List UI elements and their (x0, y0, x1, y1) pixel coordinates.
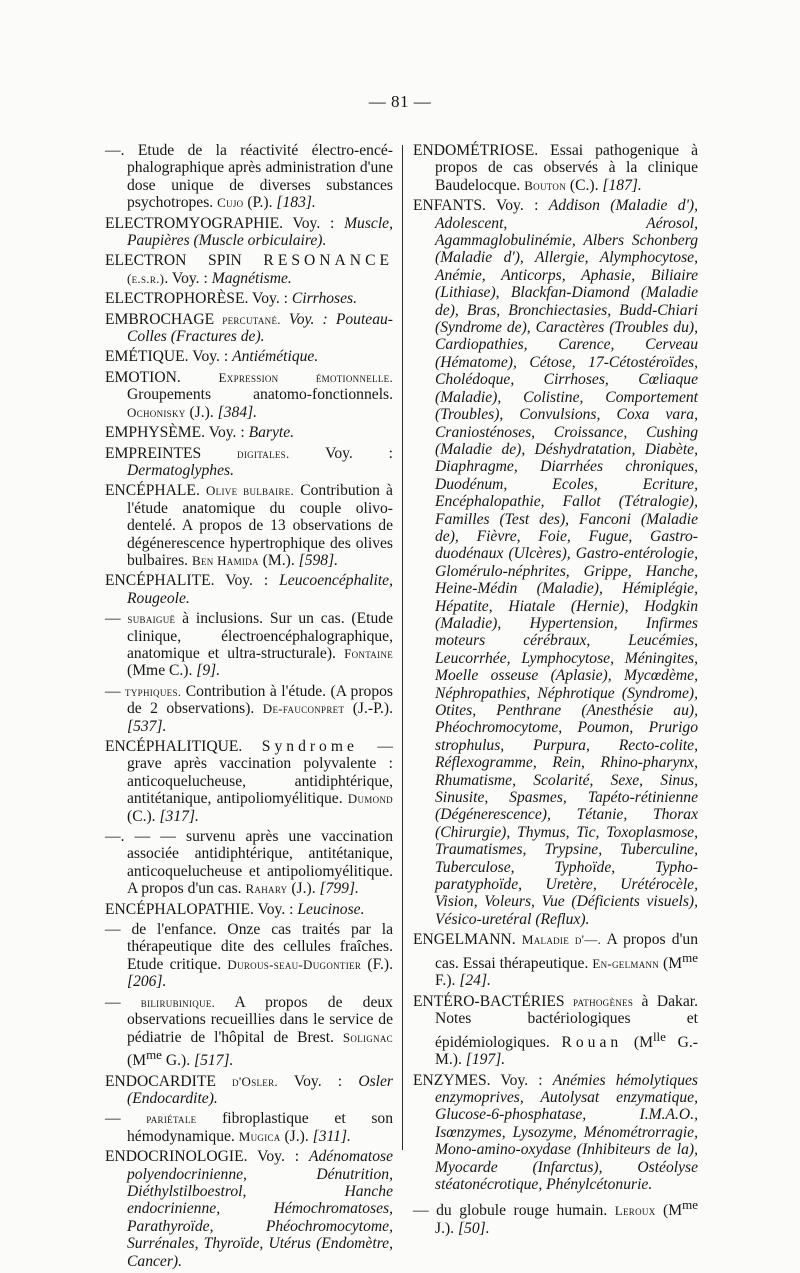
index-entry (105, 142, 393, 212)
entry-text: Baryte. (248, 424, 295, 442)
entry-text: — de l'enfance. Onze cas traités par la thérapeutique dite des cellules fraîches. Etude critique. (105, 921, 393, 973)
index-entry (105, 683, 393, 735)
index-entry (105, 1110, 393, 1145)
entry-text: (C.). (566, 176, 603, 194)
index-entry (105, 482, 393, 569)
entry-text: G.-M.). (435, 1033, 698, 1069)
index-entry (413, 142, 698, 194)
entry-text: ENDOCRINOLOGIE. Voy. : (105, 1148, 309, 1166)
entry-text: percutané. (222, 311, 281, 327)
column-divider (402, 145, 403, 1150)
entry-text: Adénomatose polyendocrinienne, Dénutrition, Diéthylstilboestrol, Hanche endocrinienne, Hémochromatoses, Parathyroïde, Phéochromocytome, Surrénales, Thyroïde, Utérus (Endomètre, Cancer). (127, 1148, 393, 1270)
entry-text: bilirubinique. (140, 994, 216, 1010)
entry-text: Ben Hamida (191, 552, 259, 568)
entry-text: ENDOMÉTRIOSE. Essai pathogenique à propos de cas observés à la clinique Baudelocque. (413, 142, 698, 194)
entry-text: (M (127, 1052, 147, 1070)
entry-text: — (105, 1110, 147, 1128)
entry-text: Leucoencéphalite, Rougeole. (127, 572, 393, 607)
entry-text: Fontaine (344, 645, 393, 661)
entry-text: Solignac (342, 1029, 393, 1045)
entry-text: Syndrome (261, 738, 358, 755)
entry-text: De-fauconpret (262, 701, 345, 717)
entry-text: ENCÉPHALOPATHIE. Voy. : (105, 900, 298, 918)
index-entry (105, 369, 393, 421)
entry-text: [183]. (276, 194, 316, 212)
index-entry (105, 290, 393, 307)
index-entry (105, 1148, 393, 1270)
entry-text: [317]. (159, 807, 199, 825)
entry-text: [384]. (217, 403, 258, 421)
entry-text: — grave après vaccination polyvalente : anticoquelucheuse, antidiphtérique, antitétanique, antipoliomyélitique. (127, 738, 393, 808)
entry-text: pathogènes (572, 993, 634, 1009)
entry-text (281, 311, 289, 328)
index-entry (413, 993, 698, 1069)
entry-text: [9]. (196, 662, 221, 680)
index-entry (105, 572, 393, 607)
entry-text: (F.). (361, 955, 393, 973)
entry-text: ENCÉPHALE. (105, 482, 206, 500)
index-entry (105, 828, 393, 898)
entry-text: (e.s.r.) (127, 270, 165, 286)
index-entry (105, 994, 393, 1070)
entry-text: F.). (435, 972, 460, 990)
entry-text: Voy. : Pouteau-Colles (Fractures de). (127, 310, 393, 346)
entry-text: [187]. (602, 176, 642, 194)
entry-text: Dumond (347, 791, 393, 807)
entry-text: Leucinose. (297, 900, 365, 918)
entry-text: Osler (Endocardite). (127, 1072, 393, 1107)
entry-text: A propos d'un cas. Essai thérapeutique. (435, 931, 698, 972)
entry-text: Addison (Maladie d'), Adolescent, Aérosol, Agammaglobulinémie, Albers Schonberg (Maladie d'), Allergie, Alymphocytose, Anémie, Anticorps, Aphasie, Biliaire (Lithiase), Blackfan-Diamond (Maladie de), Bras, Bronchiectasies, Budd-Chiari (Syndrome de), Caractères (Troubles du), Cardiopathies, Carence, Cerveau (Hématome), Cétose, 17-Cétostéroïdes, Cholédoque, Cirrhoses, Cœliaque (Maladie), Colistine, Comportement (Troubles), Convulsions, Coxa vara, Craniosténoses, Croissance, Cushing (Maladie de), Déshydratation, Diabète, Diaphragme, Diarrhées chroniques, Duodénum, Ecoles, Ecriture, Encéphalopathie, Fallot (Tétralogie), Familles (Test des), Fanconi (Maladie de), Fièvre, Foie, Fugue, Gastro-duodénaux (Ulcères), Gastro-entérologie, Glomérulo-néphrites, Grippe, Hanche, Heine-Médin (Maladie), Hémiplégie, Hépatite, Hiatale (Hernie), Hodgkin (Maladie), Hypertension, Infirmes moteurs cérébraux, Leucémies, Leucorrhée, Lymphocytose, Méningites, Moelle osseuse (Aplasie), Mycœdème, Néphropathies, Néphrotique (Syndrome), Otites, Penthrane (Anesthésie au), Phéochromocytome, Poumon, Prurigo strophulus, Purpura, Recto-colite, Réflexogramme, Rein, Rhino-pharynx, Rhumatisme, Scolarité, Sexe, Sinus, Sinusite, Spasmes, Tapéto-rétinienne (Dégénerescence), Tétanie, Thorax (Chirurgie), Thymus, Tic, Toxoplasmose, Traumatismes, Trypsine, Tuberculine, Tuberculose, Typhoïde, Typho-paratyphoïde, Uretère, Urétérocèle, Vision, Voleurs, Vue (Déficients visuels), Vésico-uretéral (Reflux). (435, 197, 698, 928)
entry-text: (P.). (243, 194, 277, 212)
index-entry (413, 1196, 698, 1237)
entry-text: à inclusions. Sur un cas. (Etude clinique, électroencéphalographique, anatomique et ultra-structurale). (127, 610, 393, 662)
entry-text: ENZYMES. Voy. : (413, 1071, 553, 1089)
entry-text: ENFANTS. Voy. : (413, 197, 549, 215)
index-entry (105, 348, 393, 365)
entry-text: Expression émotionnelle. (218, 369, 393, 385)
entry-text: Mugica (238, 1128, 281, 1144)
entry-text: typhiques. (125, 683, 182, 699)
entry-text: EMBROCHAGE (105, 310, 223, 328)
entry-text: (J.). (287, 880, 320, 898)
entry-text: — du globule rouge humain. (413, 1202, 615, 1220)
page-number: — 81 — (368, 92, 432, 111)
entry-text: J.). (435, 1219, 458, 1237)
entry-text: — (105, 682, 126, 700)
entry-text: Rouan (561, 1033, 623, 1051)
entry-text: Anémies hémolytiques enzymoprives, Autolysat enzymatique, Glucose-6-phosphatase, I.M.A.O., Isœnzymes, Lysozyme, Ménométrorragie, Mono-amino-oxydase (Inhibiteurs de la), Myocarde (Infarctus), Ostéolyse stéatonécrotique, Phénylcétonurie. (435, 1071, 698, 1193)
entry-text: (M.). (258, 551, 299, 569)
right-column (413, 142, 698, 1240)
index-entry (105, 215, 393, 250)
entry-text: Contribution à l'étude. (A propos de 2 observations). (127, 682, 393, 718)
index-entry (105, 738, 393, 825)
entry-text: Groupements anatomo-fonctionnels. (127, 386, 393, 404)
entry-text: Maladie d'—. (521, 932, 602, 948)
entry-text: ELECTROMYOGRAPHIE. Voy. : (105, 214, 345, 232)
entry-text: Voy. : (289, 444, 393, 462)
index-entry (413, 1072, 698, 1194)
entry-text: EMOTION. (105, 368, 219, 386)
index-entry (105, 921, 393, 991)
entry-text: Olive bulbaire. (205, 483, 295, 499)
entry-text: ENDOCARDITE (105, 1072, 233, 1090)
entry-text: ELECTRON SPIN (105, 252, 264, 270)
entry-text: [517]. (194, 1052, 234, 1070)
entry-text: Antiémétique. (232, 348, 319, 366)
entry-text: EMPHYSÈME. Voy. : (105, 424, 249, 442)
entry-text: (J.). (185, 403, 218, 421)
index-entry (105, 901, 393, 918)
entry-text: (J.). (280, 1127, 313, 1145)
entry-text: —. Etude de la réactivité électro-encé-phalographique après administration d'une dose unique de diverses substances psychotropes. (105, 142, 393, 212)
entry-text: A propos de deux observations recueillies dans le service de pédiatrie de l'hôpital de Brest. (127, 993, 393, 1046)
entry-text: (M (622, 1033, 653, 1051)
entry-text: Magnétisme. (211, 269, 292, 287)
entry-text: ENGELMANN. (413, 931, 522, 949)
entry-text: En-gelmann (592, 955, 660, 971)
entry-text: (J.-P.). (344, 700, 394, 718)
entry-text: d'Osler. (232, 1073, 278, 1089)
entry-text: Rahary (245, 881, 288, 897)
entry-text: ENCÉPHALITIQUE. (105, 738, 262, 755)
entry-text: [24]. (459, 972, 491, 990)
entry-text: [537]. (127, 717, 167, 735)
entry-text: subaiguë (127, 611, 176, 627)
entry-text: [206]. (127, 973, 167, 991)
entry-text: (M (655, 1202, 683, 1220)
index-entry (105, 424, 393, 441)
entry-text: [311]. (312, 1127, 351, 1145)
entry-text: fibroplastique et son hémodynamique. (127, 1110, 393, 1145)
index-entry (413, 931, 698, 989)
entry-text: ELECTROPHORÈSE. Voy. : (105, 290, 292, 308)
entry-text: . Voy. : (164, 269, 212, 287)
entry-text: [197]. (465, 1051, 506, 1069)
index-entry (105, 610, 393, 680)
entry-text: — (105, 610, 128, 628)
entry-text: digitales. (237, 445, 290, 461)
entry-text: Cirrhoses. (291, 290, 357, 308)
entry-text: Muscle, Paupières (Muscle orbiculaire). (127, 214, 393, 250)
entry-text: EMÉTIQUE. Voy. : (105, 348, 233, 366)
entry-text: lle (652, 1028, 666, 1044)
entry-text: Voy. : (277, 1072, 359, 1090)
index-entry (105, 311, 393, 346)
entry-text: G.). (161, 1052, 195, 1070)
entry-text: [598]. (298, 551, 339, 569)
index-entry (105, 252, 393, 287)
entry-text: me (682, 1197, 698, 1213)
index-entry (105, 1073, 393, 1108)
entry-text: me (146, 1046, 162, 1062)
entry-text: EMPREINTES (105, 444, 238, 462)
entry-text: [799]. (319, 880, 359, 898)
entry-text: pariétale (146, 1111, 197, 1127)
entry-text: — (105, 993, 141, 1011)
index-entry (105, 445, 393, 480)
entry-text: ENTÉRO-BACTÉRIES (413, 992, 573, 1010)
entry-text: (C.). (127, 807, 160, 825)
entry-text: Leroux (614, 1203, 656, 1219)
entry-text: [50]. (457, 1219, 490, 1237)
entry-text: —. — — survenu après une vaccination associée antidiphtérique, antitétanique, anticoquelucheuse et antipoliomyélitique. A propos d'un cas. (105, 828, 393, 898)
entry-text: Bouton (524, 177, 567, 193)
entry-text: Dermatoglyphes. (127, 461, 234, 479)
index-entry (413, 197, 698, 928)
entry-text: Ochonisky (127, 404, 186, 420)
entry-text: me (682, 949, 698, 965)
entry-text: (Mme C.). (127, 662, 197, 680)
entry-text: Durous-seau-Dugontier (227, 956, 362, 972)
entry-text: RESONANCE (263, 252, 393, 270)
entry-text: (M (659, 954, 683, 972)
left-column (105, 142, 393, 1273)
entry-text: Cujo (217, 195, 244, 211)
entry-text: Contribution à l'étude anatomique du couple olivo-dentelé. A propos de 13 observations de dégénerescence hypertrophique des olives bulbaires. (127, 482, 393, 569)
entry-text: ENCÉPHALITE. Voy. : (105, 572, 280, 590)
entry-text: à Dakar. Notes bactériologiques et épidémiologiques. (435, 992, 698, 1051)
